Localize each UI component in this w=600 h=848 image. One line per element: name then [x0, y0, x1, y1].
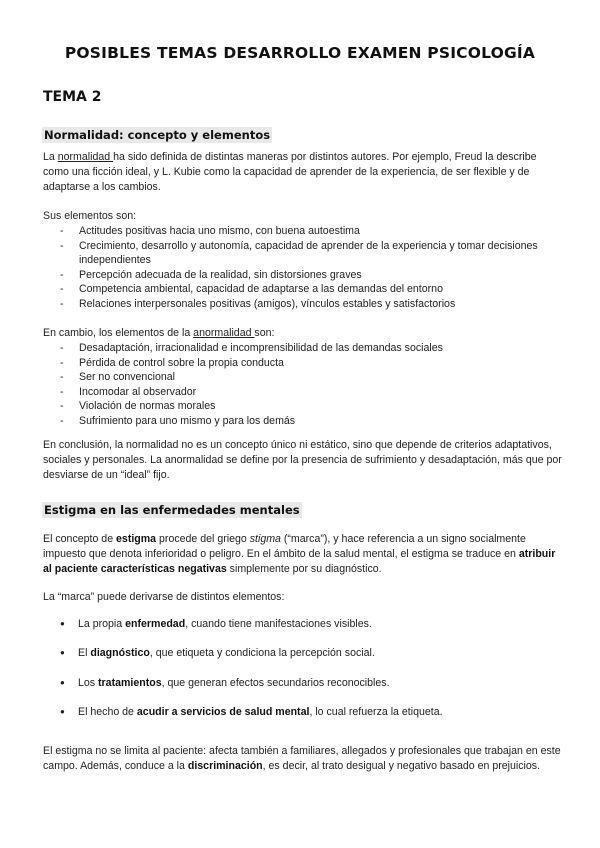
- bullet-bold: diagnóstico: [90, 647, 150, 660]
- list-item: - Incomodar al observador: [60, 385, 560, 400]
- bullet-pre: Los: [78, 676, 99, 689]
- list-item: - Relaciones interpersonales positivas (amigos), vínculos estables y satisfactorios: [60, 297, 560, 312]
- discriminacion-term: discriminación: [187, 759, 263, 772]
- list-item: - Competencia ambiental, capacidad de adaptarse a las demandas del entorno: [60, 282, 560, 297]
- normalidad-elements-list: [60, 224, 560, 312]
- anormalidad-elements-list: [60, 341, 560, 429]
- bullet-post: , que generan efectos secundarios reconocibles.: [161, 676, 390, 689]
- bullet-pre: El: [78, 647, 91, 660]
- abnormal-pre: En cambio, los elementos de la: [43, 327, 194, 339]
- anormalidad-term: anormalidad: [193, 327, 255, 339]
- list-item: [60, 617, 560, 632]
- list-item: - Violación de normas morales: [60, 399, 560, 414]
- bullet-bold: acudir a servicios de salud mental: [136, 706, 310, 719]
- bullet-pre: El hecho de: [78, 706, 137, 719]
- conclusion-paragraph: En conclusión, la normalidad no es un concepto único ni estático, sino que depende de criterios adaptativos, sociales y personales. La anormalidad se define por la presencia de sufrimiento y desadaptación, más que por desviarse de un “ideal” fijo.: [43, 439, 562, 481]
- list-item: - Desadaptación, irracionalidad e incomprensibilidad de las demandas sociales: [60, 341, 560, 356]
- p1-d: (“marca”), y hace referencia a un signo socialmente impuesto que denota inferioridad o peligro. En el ámbito de la salud mental, el estigma se traduce en: [43, 533, 526, 560]
- bullet-post: , cuando tiene manifestaciones visibles.: [185, 618, 372, 630]
- list-item: - Sufrimiento para uno mismo y para los demás: [60, 414, 560, 429]
- estigma-intro-paragraph: [43, 532, 563, 576]
- list-item: - Pérdida de control sobre la propia conducta: [60, 356, 560, 371]
- p1-a: El concepto de: [43, 533, 117, 545]
- bullet-bold: enfermedad: [125, 618, 186, 630]
- list-item: [60, 646, 560, 661]
- list-item: [60, 705, 560, 720]
- list-item: [60, 676, 560, 691]
- normalidad-intro-paragraph: [43, 150, 563, 194]
- atribuir-phrase: atribuir al paciente características negativas: [43, 547, 556, 575]
- normalidad-term: normalidad: [57, 151, 114, 163]
- intro-pre: La: [43, 151, 58, 163]
- p3-c: , es decir, al trato desigual y negativo basado en prejuicios.: [262, 759, 541, 772]
- p1-c: procede del griego: [156, 533, 250, 545]
- list-item: - Ser no convencional: [60, 370, 560, 385]
- bullet-bold: tratamientos: [98, 676, 162, 689]
- stigma-term: stigma: [249, 533, 281, 545]
- bullet-pre: La propia: [78, 618, 126, 630]
- document-title: POSIBLES TEMAS DESARROLLO EXAMEN PSICOLOGÍA: [64, 44, 536, 62]
- elements-intro: Sus elementos son:: [43, 210, 137, 222]
- section-heading-estigma: Estigma en las enfermedades mentales: [44, 503, 300, 517]
- bullet-post: , que etiqueta y condiciona la percepción social.: [149, 647, 375, 660]
- list-item: - Crecimiento, desarrollo y autonomía, capacidad de aprender de la experiencia y tomar decisiones independientes: [60, 239, 560, 268]
- intro-post: ha sido definida de distintas maneras por distintos autores. Por ejemplo, Freud la describe como una ficción ideal, y L. Kubie como la capacidad de aprender de la experiencia, de ser flexible y de adaptarse a los cambios.: [43, 151, 537, 193]
- p1-e: simplemente por su diagnóstico.: [226, 562, 382, 575]
- discriminacion-paragraph: [43, 744, 563, 774]
- section-heading-normalidad: Normalidad: concepto y elementos: [44, 128, 271, 142]
- marca-elements-list: [60, 617, 560, 735]
- estigma-term: estigma: [116, 533, 157, 545]
- p3-a: El estigma no se limita al paciente: afecta también a familiares, allegados y profesionales que trabajan en este campo. Además, conduce a la: [43, 745, 561, 772]
- list-item: - Percepción adecuada de la realidad, sin distorsiones graves: [60, 268, 560, 283]
- abnormal-post: son:: [254, 327, 275, 339]
- tema-heading: TEMA 2: [43, 89, 102, 105]
- bullet-post: , lo cual refuerza la etiqueta.: [309, 706, 443, 719]
- anormalidad-intro-paragraph: [43, 326, 563, 341]
- marca-intro: La “marca” puede derivarse de distintos elementos:: [43, 591, 285, 603]
- list-item: - Actitudes positivas hacia uno mismo, con buena autoestima: [60, 224, 560, 239]
